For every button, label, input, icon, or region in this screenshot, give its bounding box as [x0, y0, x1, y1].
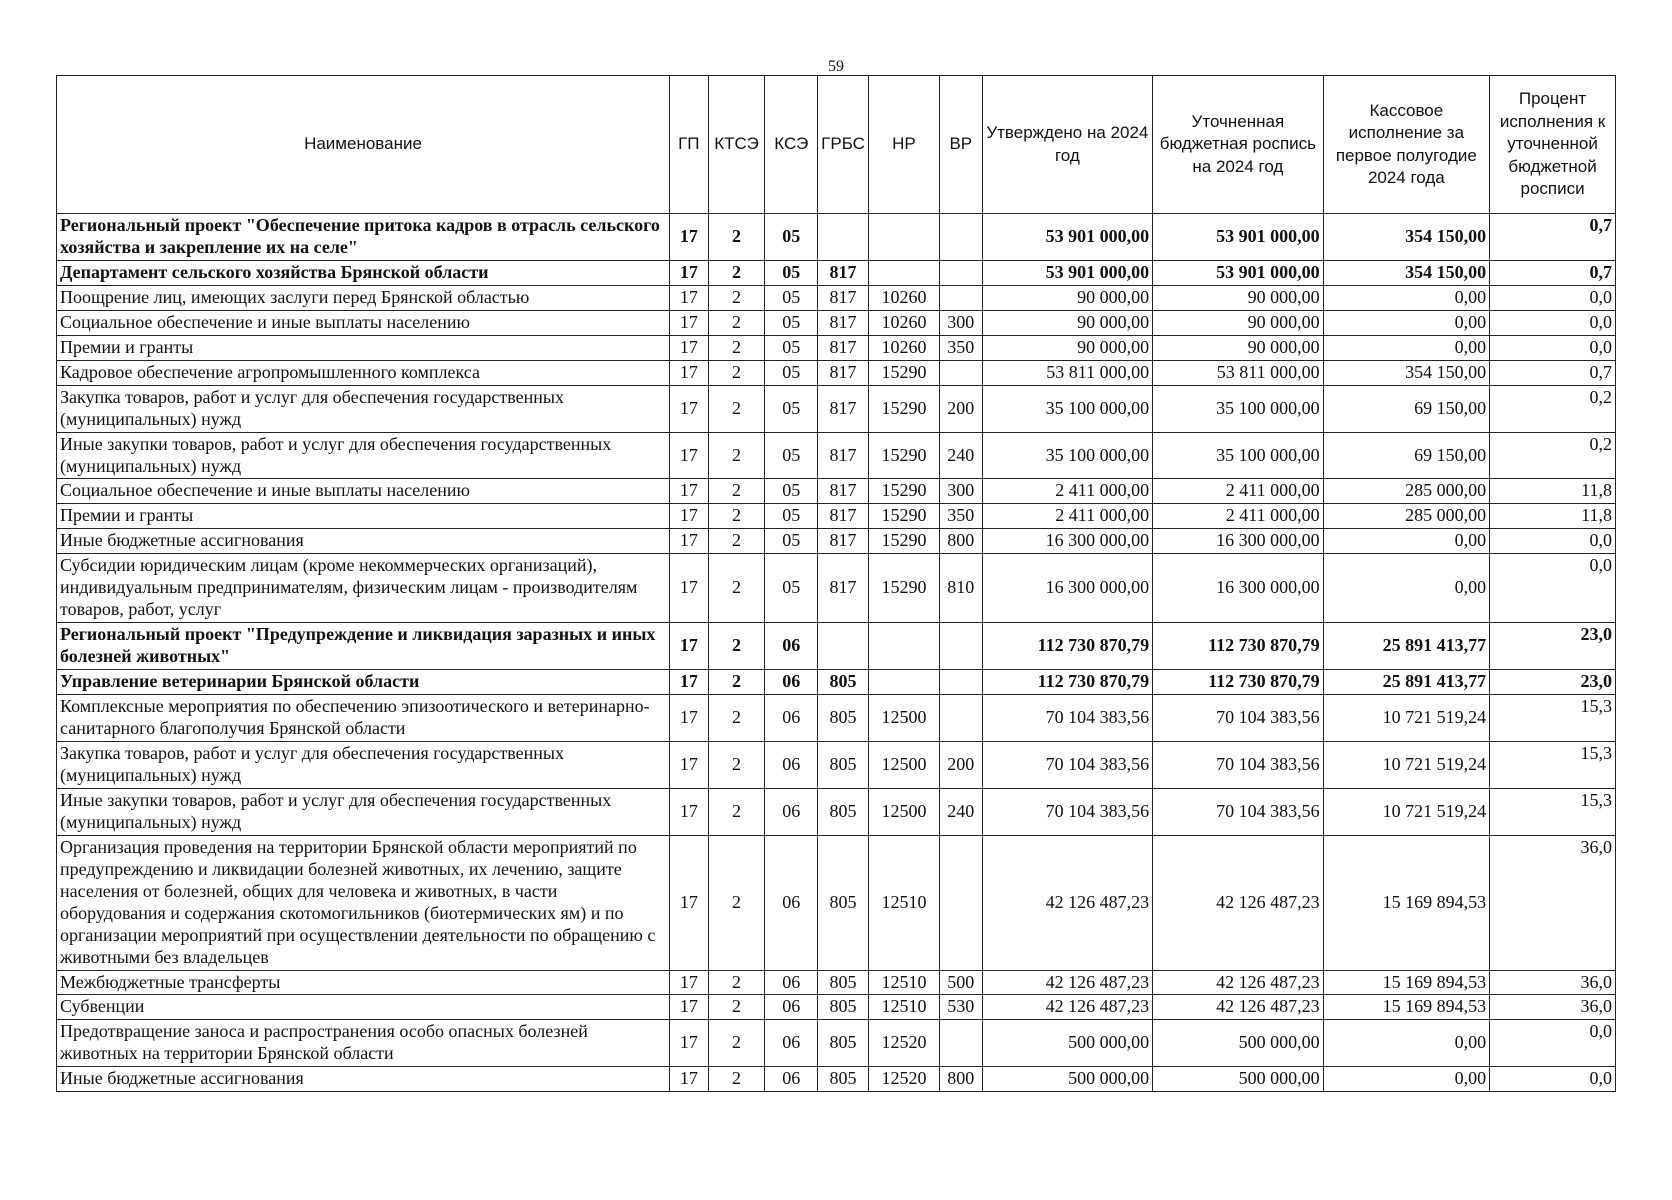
cell-approved: 70 104 383,56 — [982, 695, 1153, 742]
table-row — [57, 529, 1616, 554]
cell-gp: 17 — [670, 385, 709, 432]
cell-vr — [939, 835, 982, 970]
cell-cash: 285 000,00 — [1323, 504, 1489, 529]
cell-percent: 0,0 — [1490, 554, 1616, 623]
cell-ktse: 2 — [708, 1020, 765, 1067]
cell-cash: 69 150,00 — [1323, 385, 1489, 432]
cell-cash: 25 891 413,77 — [1323, 623, 1489, 670]
cell-refined: 35 100 000,00 — [1153, 432, 1324, 479]
cell-name: Субсидии юридическим лицам (кроме некоммерческих организаций), индивидуальным предпринимателям, физическим лицам - производителям товаров, работ, услуг — [57, 554, 670, 623]
cell-name: Субвенции — [57, 995, 670, 1020]
cell-kse: 05 — [765, 432, 818, 479]
cell-vr: 800 — [939, 529, 982, 554]
cell-vr: 500 — [939, 970, 982, 995]
cell-name: Департамент сельского хозяйства Брянской области — [57, 260, 670, 285]
cell-gp: 17 — [670, 214, 709, 261]
cell-kse: 06 — [765, 695, 818, 742]
table-row — [57, 741, 1616, 788]
cell-ktse: 2 — [708, 504, 765, 529]
budget-table — [56, 75, 1616, 1092]
cell-percent: 15,3 — [1490, 695, 1616, 742]
cell-ktse: 2 — [708, 970, 765, 995]
table-row — [57, 214, 1616, 261]
cell-refined: 42 126 487,23 — [1153, 995, 1324, 1020]
page-number: 59 — [828, 58, 844, 75]
cell-vr — [939, 260, 982, 285]
cell-approved: 42 126 487,23 — [982, 970, 1153, 995]
cell-refined: 500 000,00 — [1153, 1020, 1324, 1067]
cell-kse: 06 — [765, 970, 818, 995]
cell-approved: 90 000,00 — [982, 285, 1153, 310]
cell-grbs: 805 — [818, 695, 869, 742]
cell-grbs: 817 — [818, 310, 869, 335]
cell-ktse: 2 — [708, 788, 765, 835]
cell-percent: 36,0 — [1490, 835, 1616, 970]
cell-cash: 15 169 894,53 — [1323, 835, 1489, 970]
cell-np: 15290 — [868, 432, 939, 479]
table-row — [57, 1020, 1616, 1067]
cell-kse: 05 — [765, 285, 818, 310]
cell-cash: 0,00 — [1323, 335, 1489, 360]
cell-name: Региональный проект "Предупреждение и ликвидация заразных и иных болезней животных" — [57, 623, 670, 670]
cell-gp: 17 — [670, 554, 709, 623]
cell-grbs: 817 — [818, 335, 869, 360]
cell-name: Премии и гранты — [57, 504, 670, 529]
cell-percent: 0,0 — [1490, 1067, 1616, 1092]
cell-cash: 0,00 — [1323, 554, 1489, 623]
cell-grbs — [818, 623, 869, 670]
cell-ktse: 2 — [708, 432, 765, 479]
cell-cash: 25 891 413,77 — [1323, 670, 1489, 695]
cell-vr — [939, 285, 982, 310]
cell-name: Иные закупки товаров, работ и услуг для обеспечения государственных (муниципальных) нужд — [57, 788, 670, 835]
table-row — [57, 835, 1616, 970]
cell-np: 12510 — [868, 970, 939, 995]
table-row — [57, 670, 1616, 695]
cell-ktse: 2 — [708, 260, 765, 285]
cell-vr: 530 — [939, 995, 982, 1020]
cell-cash: 285 000,00 — [1323, 479, 1489, 504]
cell-percent: 11,8 — [1490, 479, 1616, 504]
cell-percent: 36,0 — [1490, 995, 1616, 1020]
cell-refined: 16 300 000,00 — [1153, 554, 1324, 623]
cell-np — [868, 214, 939, 261]
cell-approved: 500 000,00 — [982, 1020, 1153, 1067]
cell-refined: 112 730 870,79 — [1153, 670, 1324, 695]
cell-name: Социальное обеспечение и иные выплаты населению — [57, 310, 670, 335]
cell-kse: 05 — [765, 504, 818, 529]
cell-refined: 70 104 383,56 — [1153, 695, 1324, 742]
cell-grbs: 805 — [818, 835, 869, 970]
cell-refined: 90 000,00 — [1153, 285, 1324, 310]
header-refined: Уточненная бюджетная роспись на 2024 год — [1153, 76, 1324, 214]
cell-name: Региональный проект "Обеспечение притока кадров в отрасль сельского хозяйства и закрепление их на селе" — [57, 214, 670, 261]
cell-gp: 17 — [670, 335, 709, 360]
header-np: НР — [868, 76, 939, 214]
cell-approved: 70 104 383,56 — [982, 741, 1153, 788]
cell-kse: 06 — [765, 1067, 818, 1092]
cell-percent: 0,0 — [1490, 285, 1616, 310]
table-row — [57, 1067, 1616, 1092]
cell-kse: 05 — [765, 479, 818, 504]
table-row — [57, 260, 1616, 285]
cell-grbs: 817 — [818, 360, 869, 385]
cell-grbs: 817 — [818, 504, 869, 529]
cell-gp: 17 — [670, 970, 709, 995]
cell-percent: 0,2 — [1490, 432, 1616, 479]
table-row — [57, 995, 1616, 1020]
cell-name: Иные закупки товаров, работ и услуг для обеспечения государственных (муниципальных) нужд — [57, 432, 670, 479]
cell-np: 10260 — [868, 285, 939, 310]
cell-refined: 53 901 000,00 — [1153, 214, 1324, 261]
cell-ktse: 2 — [708, 529, 765, 554]
cell-name: Комплексные мероприятия по обеспечению эпизоотического и ветеринарно-санитарного благополучия Брянской области — [57, 695, 670, 742]
cell-approved: 53 811 000,00 — [982, 360, 1153, 385]
cell-kse: 06 — [765, 1020, 818, 1067]
cell-ktse: 2 — [708, 1067, 765, 1092]
cell-np — [868, 623, 939, 670]
cell-grbs: 805 — [818, 788, 869, 835]
cell-grbs: 817 — [818, 479, 869, 504]
cell-gp: 17 — [670, 285, 709, 310]
cell-vr: 300 — [939, 479, 982, 504]
cell-gp: 17 — [670, 995, 709, 1020]
header-percent: Процент исполнения к уточненной бюджетной росписи — [1490, 76, 1616, 214]
cell-ktse: 2 — [708, 385, 765, 432]
cell-percent: 0,0 — [1490, 310, 1616, 335]
cell-refined: 35 100 000,00 — [1153, 385, 1324, 432]
cell-grbs: 817 — [818, 260, 869, 285]
header-gp: ГП — [670, 76, 709, 214]
cell-refined: 53 901 000,00 — [1153, 260, 1324, 285]
cell-refined: 42 126 487,23 — [1153, 970, 1324, 995]
cell-kse: 05 — [765, 529, 818, 554]
cell-name: Кадровое обеспечение агропромышленного комплекса — [57, 360, 670, 385]
cell-cash: 354 150,00 — [1323, 260, 1489, 285]
cell-percent: 0,7 — [1490, 360, 1616, 385]
cell-cash: 10 721 519,24 — [1323, 741, 1489, 788]
cell-cash: 10 721 519,24 — [1323, 695, 1489, 742]
cell-approved: 500 000,00 — [982, 1067, 1153, 1092]
cell-gp: 17 — [670, 1067, 709, 1092]
cell-approved: 90 000,00 — [982, 310, 1153, 335]
cell-gp: 17 — [670, 529, 709, 554]
cell-np — [868, 260, 939, 285]
cell-percent: 23,0 — [1490, 623, 1616, 670]
cell-grbs: 805 — [818, 670, 869, 695]
cell-kse: 05 — [765, 260, 818, 285]
cell-np: 12500 — [868, 788, 939, 835]
cell-name: Поощрение лиц, имеющих заслуги перед Брянской областью — [57, 285, 670, 310]
cell-refined: 70 104 383,56 — [1153, 788, 1324, 835]
header-ktse: КТСЭ — [708, 76, 765, 214]
cell-cash: 0,00 — [1323, 1067, 1489, 1092]
cell-name: Предотвращение заноса и распространения особо опасных болезней животных на территории Брянской области — [57, 1020, 670, 1067]
cell-np: 15290 — [868, 360, 939, 385]
cell-name: Закупка товаров, работ и услуг для обеспечения государственных (муниципальных) нужд — [57, 741, 670, 788]
table-row — [57, 504, 1616, 529]
cell-vr — [939, 1020, 982, 1067]
cell-gp: 17 — [670, 835, 709, 970]
cell-gp: 17 — [670, 788, 709, 835]
cell-grbs: 805 — [818, 970, 869, 995]
cell-gp: 17 — [670, 1020, 709, 1067]
cell-ktse: 2 — [708, 741, 765, 788]
cell-grbs: 805 — [818, 741, 869, 788]
cell-cash: 69 150,00 — [1323, 432, 1489, 479]
cell-cash: 0,00 — [1323, 1020, 1489, 1067]
cell-np: 10260 — [868, 335, 939, 360]
cell-np: 10260 — [868, 310, 939, 335]
cell-ktse: 2 — [708, 835, 765, 970]
header-name: Наименование — [57, 76, 670, 214]
cell-grbs: 805 — [818, 1067, 869, 1092]
table-row — [57, 479, 1616, 504]
header-row — [57, 76, 1616, 214]
cell-np: 15290 — [868, 554, 939, 623]
cell-refined: 2 411 000,00 — [1153, 479, 1324, 504]
cell-approved: 2 411 000,00 — [982, 504, 1153, 529]
cell-kse: 05 — [765, 554, 818, 623]
cell-approved: 42 126 487,23 — [982, 995, 1153, 1020]
cell-vr: 800 — [939, 1067, 982, 1092]
cell-cash: 15 169 894,53 — [1323, 995, 1489, 1020]
cell-grbs: 817 — [818, 529, 869, 554]
cell-gp: 17 — [670, 670, 709, 695]
cell-ktse: 2 — [708, 670, 765, 695]
cell-percent: 0,0 — [1490, 529, 1616, 554]
cell-gp: 17 — [670, 260, 709, 285]
cell-refined: 90 000,00 — [1153, 335, 1324, 360]
cell-np — [868, 670, 939, 695]
cell-percent: 0,0 — [1490, 335, 1616, 360]
cell-np: 15290 — [868, 529, 939, 554]
cell-refined: 112 730 870,79 — [1153, 623, 1324, 670]
table-row — [57, 335, 1616, 360]
cell-percent: 0,0 — [1490, 1020, 1616, 1067]
cell-name: Социальное обеспечение и иные выплаты населению — [57, 479, 670, 504]
cell-grbs: 805 — [818, 995, 869, 1020]
cell-ktse: 2 — [708, 360, 765, 385]
cell-vr — [939, 214, 982, 261]
cell-gp: 17 — [670, 504, 709, 529]
cell-gp: 17 — [670, 695, 709, 742]
cell-kse: 06 — [765, 670, 818, 695]
cell-gp: 17 — [670, 360, 709, 385]
cell-cash: 354 150,00 — [1323, 214, 1489, 261]
cell-kse: 06 — [765, 741, 818, 788]
cell-ktse: 2 — [708, 214, 765, 261]
cell-approved: 2 411 000,00 — [982, 479, 1153, 504]
cell-vr: 200 — [939, 741, 982, 788]
header-vr: ВР — [939, 76, 982, 214]
table-row — [57, 554, 1616, 623]
cell-cash: 0,00 — [1323, 529, 1489, 554]
cell-kse: 05 — [765, 385, 818, 432]
cell-percent: 15,3 — [1490, 741, 1616, 788]
cell-vr — [939, 695, 982, 742]
cell-percent: 0,7 — [1490, 214, 1616, 261]
cell-np: 15290 — [868, 479, 939, 504]
cell-np: 12520 — [868, 1020, 939, 1067]
cell-name: Иные бюджетные ассигнования — [57, 529, 670, 554]
cell-approved: 90 000,00 — [982, 335, 1153, 360]
cell-refined: 16 300 000,00 — [1153, 529, 1324, 554]
cell-name: Управление ветеринарии Брянской области — [57, 670, 670, 695]
cell-vr: 300 — [939, 310, 982, 335]
cell-percent: 23,0 — [1490, 670, 1616, 695]
cell-cash: 0,00 — [1323, 285, 1489, 310]
table-body — [57, 214, 1616, 1092]
cell-np: 12500 — [868, 741, 939, 788]
cell-ktse: 2 — [708, 554, 765, 623]
cell-vr: 240 — [939, 788, 982, 835]
cell-gp: 17 — [670, 741, 709, 788]
cell-percent: 11,8 — [1490, 504, 1616, 529]
cell-percent: 15,3 — [1490, 788, 1616, 835]
cell-approved: 53 901 000,00 — [982, 260, 1153, 285]
cell-grbs: 817 — [818, 385, 869, 432]
table-row — [57, 432, 1616, 479]
cell-refined: 42 126 487,23 — [1153, 835, 1324, 970]
cell-name: Закупка товаров, работ и услуг для обеспечения государственных (муниципальных) нужд — [57, 385, 670, 432]
cell-cash: 10 721 519,24 — [1323, 788, 1489, 835]
cell-name: Межбюджетные трансферты — [57, 970, 670, 995]
cell-grbs — [818, 214, 869, 261]
table-row — [57, 623, 1616, 670]
cell-refined: 53 811 000,00 — [1153, 360, 1324, 385]
cell-vr: 240 — [939, 432, 982, 479]
header-approved: Утверждено на 2024 год — [982, 76, 1153, 214]
cell-ktse: 2 — [708, 310, 765, 335]
cell-approved: 112 730 870,79 — [982, 670, 1153, 695]
cell-kse: 06 — [765, 995, 818, 1020]
cell-kse: 05 — [765, 214, 818, 261]
cell-ktse: 2 — [708, 335, 765, 360]
table-row — [57, 310, 1616, 335]
cell-percent: 36,0 — [1490, 970, 1616, 995]
cell-refined: 90 000,00 — [1153, 310, 1324, 335]
cell-ktse: 2 — [708, 995, 765, 1020]
cell-ktse: 2 — [708, 479, 765, 504]
cell-np: 15290 — [868, 385, 939, 432]
cell-cash: 0,00 — [1323, 310, 1489, 335]
cell-name: Организация проведения на территории Брянской области мероприятий по предупреждению и ликвидации болезней животных, их лечению, защите населения от болезней, общих для человека и животных, в части оборудования и содержания скотомогильников (биотермических ям) и по организации мероприятий при осуществлении деятельности по обращению с животными без владельцев — [57, 835, 670, 970]
header-cash: Кассовое исполнение за первое полугодие 2024 года — [1323, 76, 1489, 214]
header-grbs: ГРБС — [818, 76, 869, 214]
cell-gp: 17 — [670, 623, 709, 670]
table-row — [57, 970, 1616, 995]
cell-percent: 0,7 — [1490, 260, 1616, 285]
cell-refined: 2 411 000,00 — [1153, 504, 1324, 529]
table-row — [57, 695, 1616, 742]
cell-ktse: 2 — [708, 695, 765, 742]
cell-np: 15290 — [868, 504, 939, 529]
cell-vr: 200 — [939, 385, 982, 432]
cell-approved: 112 730 870,79 — [982, 623, 1153, 670]
table-row — [57, 285, 1616, 310]
cell-kse: 05 — [765, 310, 818, 335]
cell-vr: 350 — [939, 504, 982, 529]
cell-vr — [939, 360, 982, 385]
cell-gp: 17 — [670, 479, 709, 504]
cell-refined: 70 104 383,56 — [1153, 741, 1324, 788]
cell-np: 12510 — [868, 835, 939, 970]
cell-name: Иные бюджетные ассигнования — [57, 1067, 670, 1092]
cell-approved: 70 104 383,56 — [982, 788, 1153, 835]
cell-gp: 17 — [670, 310, 709, 335]
cell-name: Премии и гранты — [57, 335, 670, 360]
cell-grbs: 817 — [818, 285, 869, 310]
cell-kse: 06 — [765, 835, 818, 970]
cell-grbs: 805 — [818, 1020, 869, 1067]
cell-np: 12500 — [868, 695, 939, 742]
cell-vr — [939, 623, 982, 670]
cell-vr: 810 — [939, 554, 982, 623]
cell-cash: 354 150,00 — [1323, 360, 1489, 385]
table-row — [57, 385, 1616, 432]
cell-refined: 500 000,00 — [1153, 1067, 1324, 1092]
cell-vr — [939, 670, 982, 695]
cell-np: 12520 — [868, 1067, 939, 1092]
cell-gp: 17 — [670, 432, 709, 479]
cell-grbs: 817 — [818, 554, 869, 623]
table-row — [57, 360, 1616, 385]
cell-vr: 350 — [939, 335, 982, 360]
cell-approved: 42 126 487,23 — [982, 835, 1153, 970]
cell-percent: 0,2 — [1490, 385, 1616, 432]
cell-np: 12510 — [868, 995, 939, 1020]
cell-approved: 35 100 000,00 — [982, 432, 1153, 479]
table-row — [57, 788, 1616, 835]
header-kse: КСЭ — [765, 76, 818, 214]
cell-approved: 53 901 000,00 — [982, 214, 1153, 261]
cell-grbs: 817 — [818, 432, 869, 479]
cell-cash: 15 169 894,53 — [1323, 970, 1489, 995]
cell-approved: 35 100 000,00 — [982, 385, 1153, 432]
cell-approved: 16 300 000,00 — [982, 529, 1153, 554]
cell-kse: 05 — [765, 335, 818, 360]
cell-ktse: 2 — [708, 623, 765, 670]
cell-kse: 05 — [765, 360, 818, 385]
cell-kse: 06 — [765, 623, 818, 670]
cell-approved: 16 300 000,00 — [982, 554, 1153, 623]
cell-ktse: 2 — [708, 285, 765, 310]
cell-kse: 06 — [765, 788, 818, 835]
